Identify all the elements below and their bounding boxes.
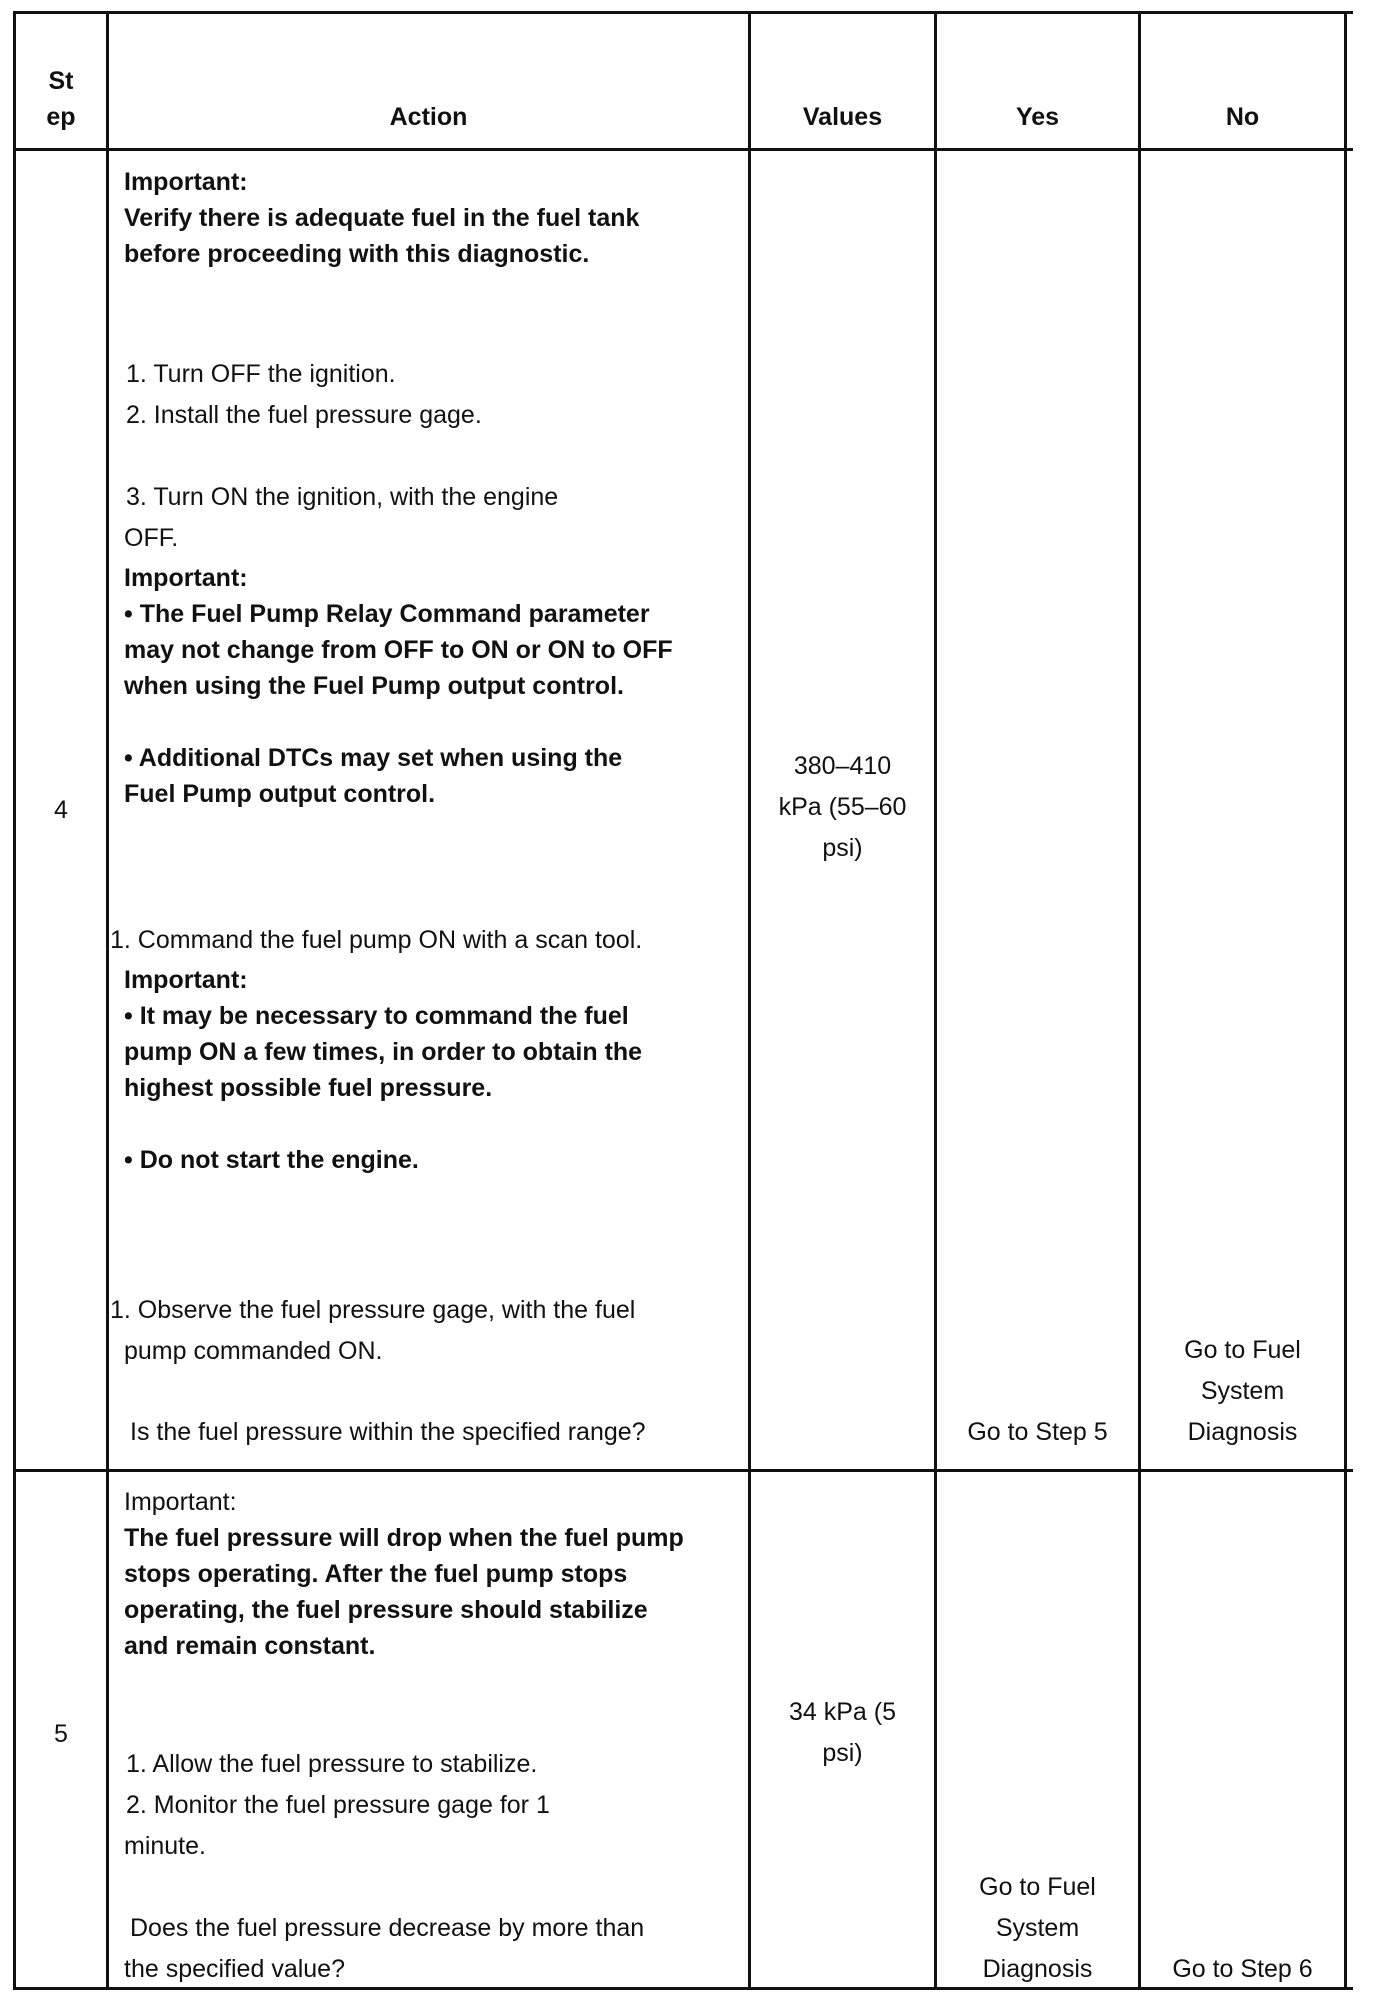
yes-action: Go to Fuel bbox=[979, 1873, 1096, 1901]
question: Does the fuel pressure decrease by more than bbox=[130, 1914, 645, 1942]
value-text: kPa (55–60 bbox=[778, 793, 907, 821]
procedure-step: 1. Turn OFF the ignition. bbox=[126, 360, 396, 388]
important-text: • It may be necessary to command the fuel bbox=[124, 1002, 629, 1030]
procedure-step: 1. Command the fuel pump ON with a scan tool. bbox=[110, 926, 643, 954]
table-border-top bbox=[13, 11, 1353, 14]
procedure-step: 1. Observe the fuel pressure gage, with the fuel bbox=[110, 1296, 636, 1324]
question: Is the fuel pressure within the specified range? bbox=[130, 1418, 646, 1446]
important-label: Important: bbox=[124, 564, 248, 592]
important-text: stops operating. After the fuel pump stops bbox=[124, 1560, 628, 1588]
no-action: Go to Fuel bbox=[1184, 1336, 1301, 1364]
table-border-left bbox=[13, 11, 16, 1990]
step-number: 4 bbox=[54, 796, 68, 824]
important-text: when using the Fuel Pump output control. bbox=[124, 672, 624, 700]
procedure-step: minute. bbox=[124, 1832, 206, 1860]
header-action: Action bbox=[389, 103, 468, 131]
value-text: psi) bbox=[822, 1739, 863, 1767]
important-text: and remain constant. bbox=[124, 1632, 376, 1660]
yes-action: Go to Step 5 bbox=[967, 1418, 1108, 1446]
important-text: • Additional DTCs may set when using the bbox=[124, 744, 623, 772]
procedure-step: OFF. bbox=[124, 524, 179, 552]
important-label: Important: bbox=[124, 966, 248, 994]
yes-action: Diagnosis bbox=[982, 1955, 1093, 1983]
no-action: System bbox=[1200, 1377, 1285, 1405]
column-divider-step bbox=[106, 11, 109, 1990]
important-text: operating, the fuel pressure should stabilize bbox=[124, 1596, 648, 1624]
header-no: No bbox=[1225, 103, 1260, 131]
important-label: Important: bbox=[124, 168, 248, 196]
procedure-step: 1. Allow the fuel pressure to stabilize. bbox=[126, 1750, 538, 1778]
important-text: • Do not start the engine. bbox=[124, 1146, 419, 1174]
no-action: Go to Step 6 bbox=[1172, 1955, 1313, 1983]
value-text: psi) bbox=[822, 834, 863, 862]
row-divider bbox=[13, 1469, 1353, 1472]
important-text: may not change from OFF to ON or ON to OFF bbox=[124, 636, 673, 664]
procedure-step: 2. Monitor the fuel pressure gage for 1 bbox=[126, 1791, 550, 1819]
important-text: highest possible fuel pressure. bbox=[124, 1074, 493, 1102]
important-text: • The Fuel Pump Relay Command parameter bbox=[124, 600, 650, 628]
value-text: 380–410 bbox=[793, 752, 892, 780]
table-border-right bbox=[1344, 11, 1347, 1990]
header-values: Values bbox=[802, 103, 883, 131]
header-step-line2: ep bbox=[46, 103, 76, 131]
important-text: Fuel Pump output control. bbox=[124, 780, 436, 808]
yes-action: System bbox=[995, 1914, 1080, 1942]
value-text: 34 kPa (5 bbox=[788, 1698, 896, 1726]
procedure-step: pump commanded ON. bbox=[124, 1337, 383, 1365]
header-divider bbox=[13, 148, 1353, 151]
column-divider-yes bbox=[1138, 11, 1141, 1990]
step-number: 5 bbox=[54, 1720, 68, 1748]
important-text: before proceeding with this diagnostic. bbox=[124, 240, 590, 268]
important-text: The fuel pressure will drop when the fuel pump bbox=[124, 1524, 684, 1552]
question: the specified value? bbox=[124, 1955, 345, 1983]
header-yes: Yes bbox=[1015, 103, 1060, 131]
header-step-line1: St bbox=[48, 67, 74, 95]
column-divider-values bbox=[934, 11, 937, 1990]
procedure-step: 3. Turn ON the ignition, with the engine bbox=[126, 483, 559, 511]
procedure-step: 2. Install the fuel pressure gage. bbox=[126, 401, 482, 429]
important-label: Important: bbox=[124, 1488, 237, 1516]
important-text: Verify there is adequate fuel in the fuel tank bbox=[124, 204, 640, 232]
important-text: pump ON a few times, in order to obtain the bbox=[124, 1038, 643, 1066]
no-action: Diagnosis bbox=[1187, 1418, 1298, 1446]
